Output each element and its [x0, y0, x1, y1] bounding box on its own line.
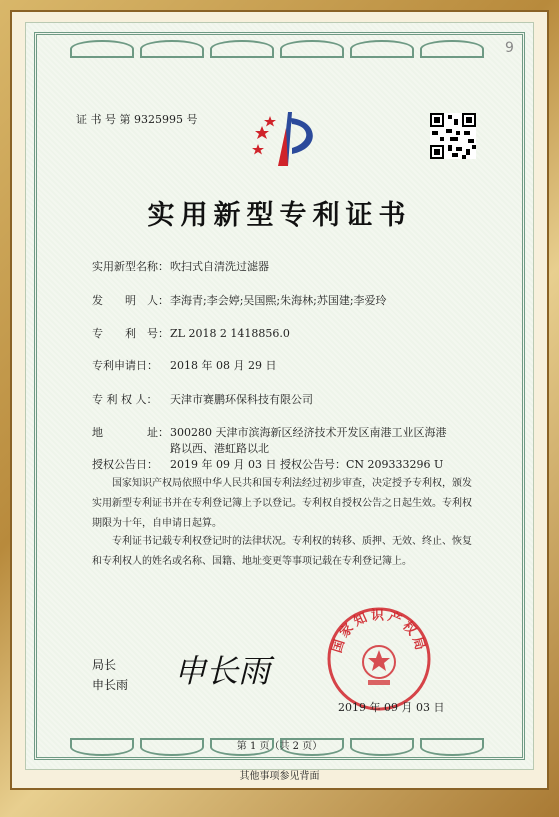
announce-date-value: 2019 年 09 月 03 日	[170, 458, 277, 471]
patent-no-value: ZL 2018 2 1418856.0	[170, 327, 290, 340]
announce-date-label: 授权公告日：	[92, 458, 158, 471]
director-signature	[170, 648, 280, 690]
address-value-line1: 300280 天津市滨海新区经济技术开发区南港工业区海港	[170, 426, 447, 439]
announce-no-value: CN 209333296 U	[346, 458, 444, 471]
announce-no-row	[280, 456, 443, 472]
announce-no-label: 授权公告号：	[280, 458, 346, 471]
top-ornament	[70, 40, 484, 62]
patent-no-row	[92, 325, 290, 341]
certificate-title: 实用新型专利证书	[147, 200, 412, 231]
apply-date-value: 2018 年 08 月 29 日	[170, 359, 277, 372]
director-name: 申长雨	[92, 678, 129, 692]
address-line2: 路以西、港虹路以北	[170, 442, 269, 455]
corner-mark: 9	[505, 40, 514, 56]
grant-paragraph: 国家知识产权局依照中华人民共和国专利法经过初步审查，决定授予专利权，颁发实用新型专利证书并在专利登记簿上予以登记。专利权自授权公告之日起生效。专利权期限为十年，自申请日起算。	[92, 478, 472, 529]
cnipa-logo-icon	[248, 108, 324, 170]
inventor-row	[92, 292, 387, 308]
official-seal	[324, 604, 434, 714]
back-note: 其他事项参见背面	[239, 771, 320, 782]
seal-date: 2019 年 09 月 03 日	[338, 701, 445, 714]
utility-name-row	[92, 258, 269, 274]
svg-text:申长雨: 申长雨	[174, 652, 271, 690]
holder-row	[92, 391, 313, 407]
certificate-number: 证 书 号 第 9325995 号	[76, 113, 198, 126]
address-label: 地 址：	[92, 426, 169, 439]
utility-name-value: 吹扫式自清洗过滤器	[170, 260, 269, 273]
holder-label: 专 利 权 人：	[92, 393, 158, 406]
svg-text:国家知识产权局: 国家知识产权局	[329, 608, 429, 655]
inventor-label: 发 明 人：	[92, 294, 169, 307]
legal-status-paragraph: 专利证书记载专利权登记时的法律状况。专利权的转移、质押、无效、终止、恢复和专利权人的姓名或名称、国籍、地址变更等事项记载在专利登记簿上。	[92, 536, 472, 567]
holder-value: 天津市赛鹏环保科技有限公司	[170, 393, 313, 406]
apply-date-label: 专利申请日：	[92, 359, 158, 372]
page-indicator: 第 1 页（共 2 页）	[236, 741, 323, 752]
utility-name-label: 实用新型名称：	[92, 260, 169, 273]
qr-code-icon	[430, 113, 476, 159]
announce-date-row	[92, 456, 276, 472]
director-title: 局长	[92, 658, 117, 672]
inventor-value: 李海青;李会婷;吴国熙;朱海林;苏国建;李爱玲	[170, 294, 387, 307]
address-row	[92, 424, 447, 440]
apply-date-row	[92, 357, 276, 373]
patent-no-label: 专 利 号：	[92, 327, 169, 340]
